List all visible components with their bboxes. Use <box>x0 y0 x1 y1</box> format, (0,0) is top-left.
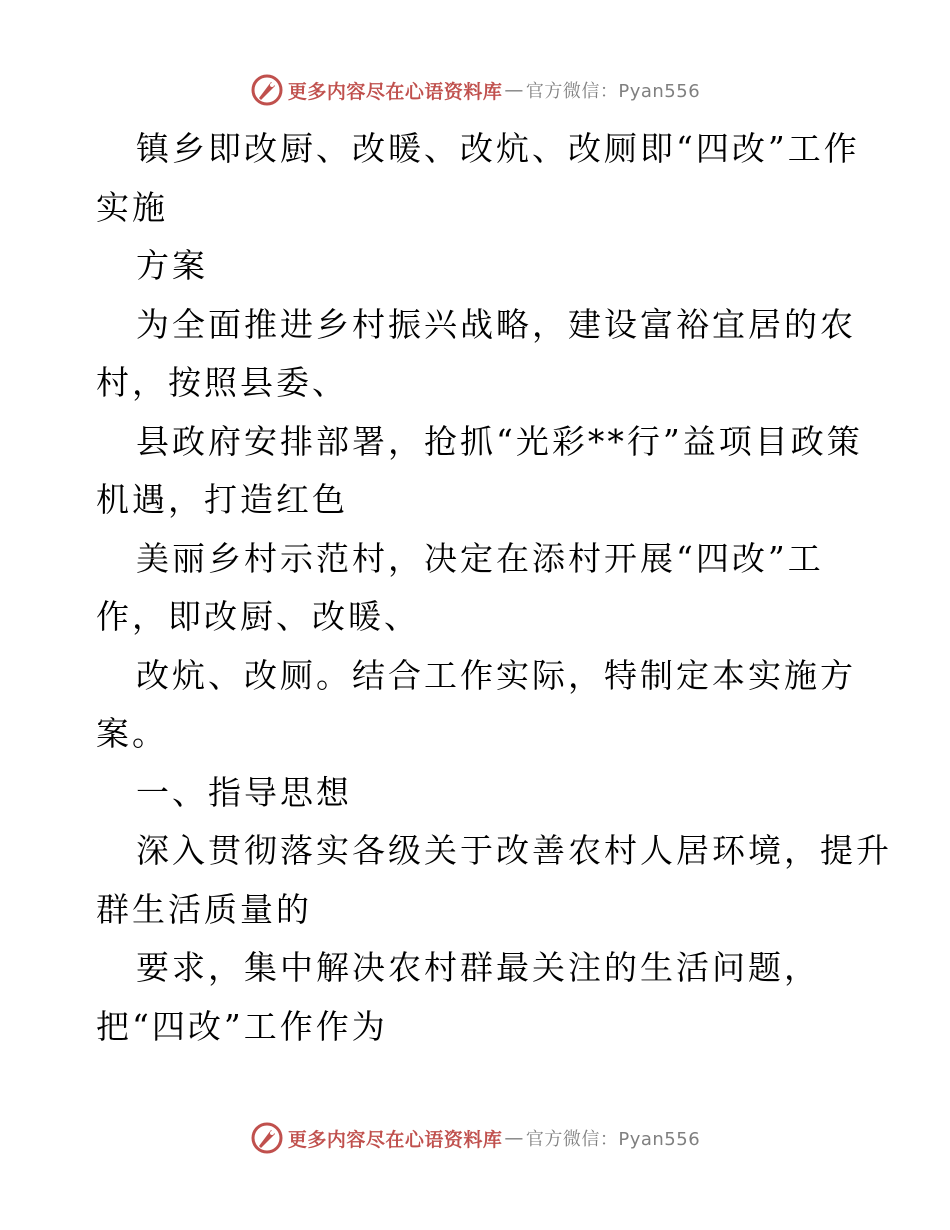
doc-line: 要求，集中解决农村群最关注的生活问题， <box>136 948 820 987</box>
doc-line: 方案 <box>136 246 208 285</box>
doc-line: 实施 <box>96 187 168 227</box>
header-contact: 官方微信：Pyan556 <box>525 81 701 102</box>
doc-line: 美丽乡村示范村，决定在添村开展“四改”工 <box>136 538 824 578</box>
doc-line: 改炕、改厕。结合工作实际，特制定本实施方 <box>136 655 856 695</box>
footer-dash: — <box>504 1127 524 1149</box>
footer-brand-text: 更多内容尽在心语资料库 <box>287 1128 503 1151</box>
doc-line: 镇乡即改厨、改暖、改炕、改厕即“四改”工作 <box>136 129 860 168</box>
header-banner <box>0 70 950 110</box>
doc-line: 群生活质量的 <box>96 889 312 929</box>
doc-line: 案。 <box>96 714 168 753</box>
header-brand-text: 更多内容尽在心语资料库 <box>287 80 503 103</box>
pen-nib-logo-icon <box>250 73 284 107</box>
doc-line: 把“四改”工作作为 <box>96 1006 388 1046</box>
doc-line: 为全面推进乡村振兴战略，建设富裕宜居的农 <box>136 304 856 344</box>
footer-contact: 官方微信：Pyan556 <box>525 1129 701 1150</box>
section-heading: 一、指导思想 <box>136 772 352 812</box>
doc-line: 深入贯彻落实各级关于改善农村人居环境，提升 <box>136 831 892 870</box>
doc-line: 作，即改厨、改暖、 <box>96 597 420 636</box>
document-body <box>96 120 892 1056</box>
footer-banner <box>0 1118 950 1158</box>
doc-line: 县政府安排部署，抢抓“光彩**行”益项目政策 <box>136 421 863 461</box>
doc-line: 村，按照县委、 <box>96 363 348 402</box>
doc-line: 机遇，打造红色 <box>96 480 348 519</box>
header-dash: — <box>504 79 524 101</box>
pen-nib-logo-icon <box>250 1121 284 1155</box>
